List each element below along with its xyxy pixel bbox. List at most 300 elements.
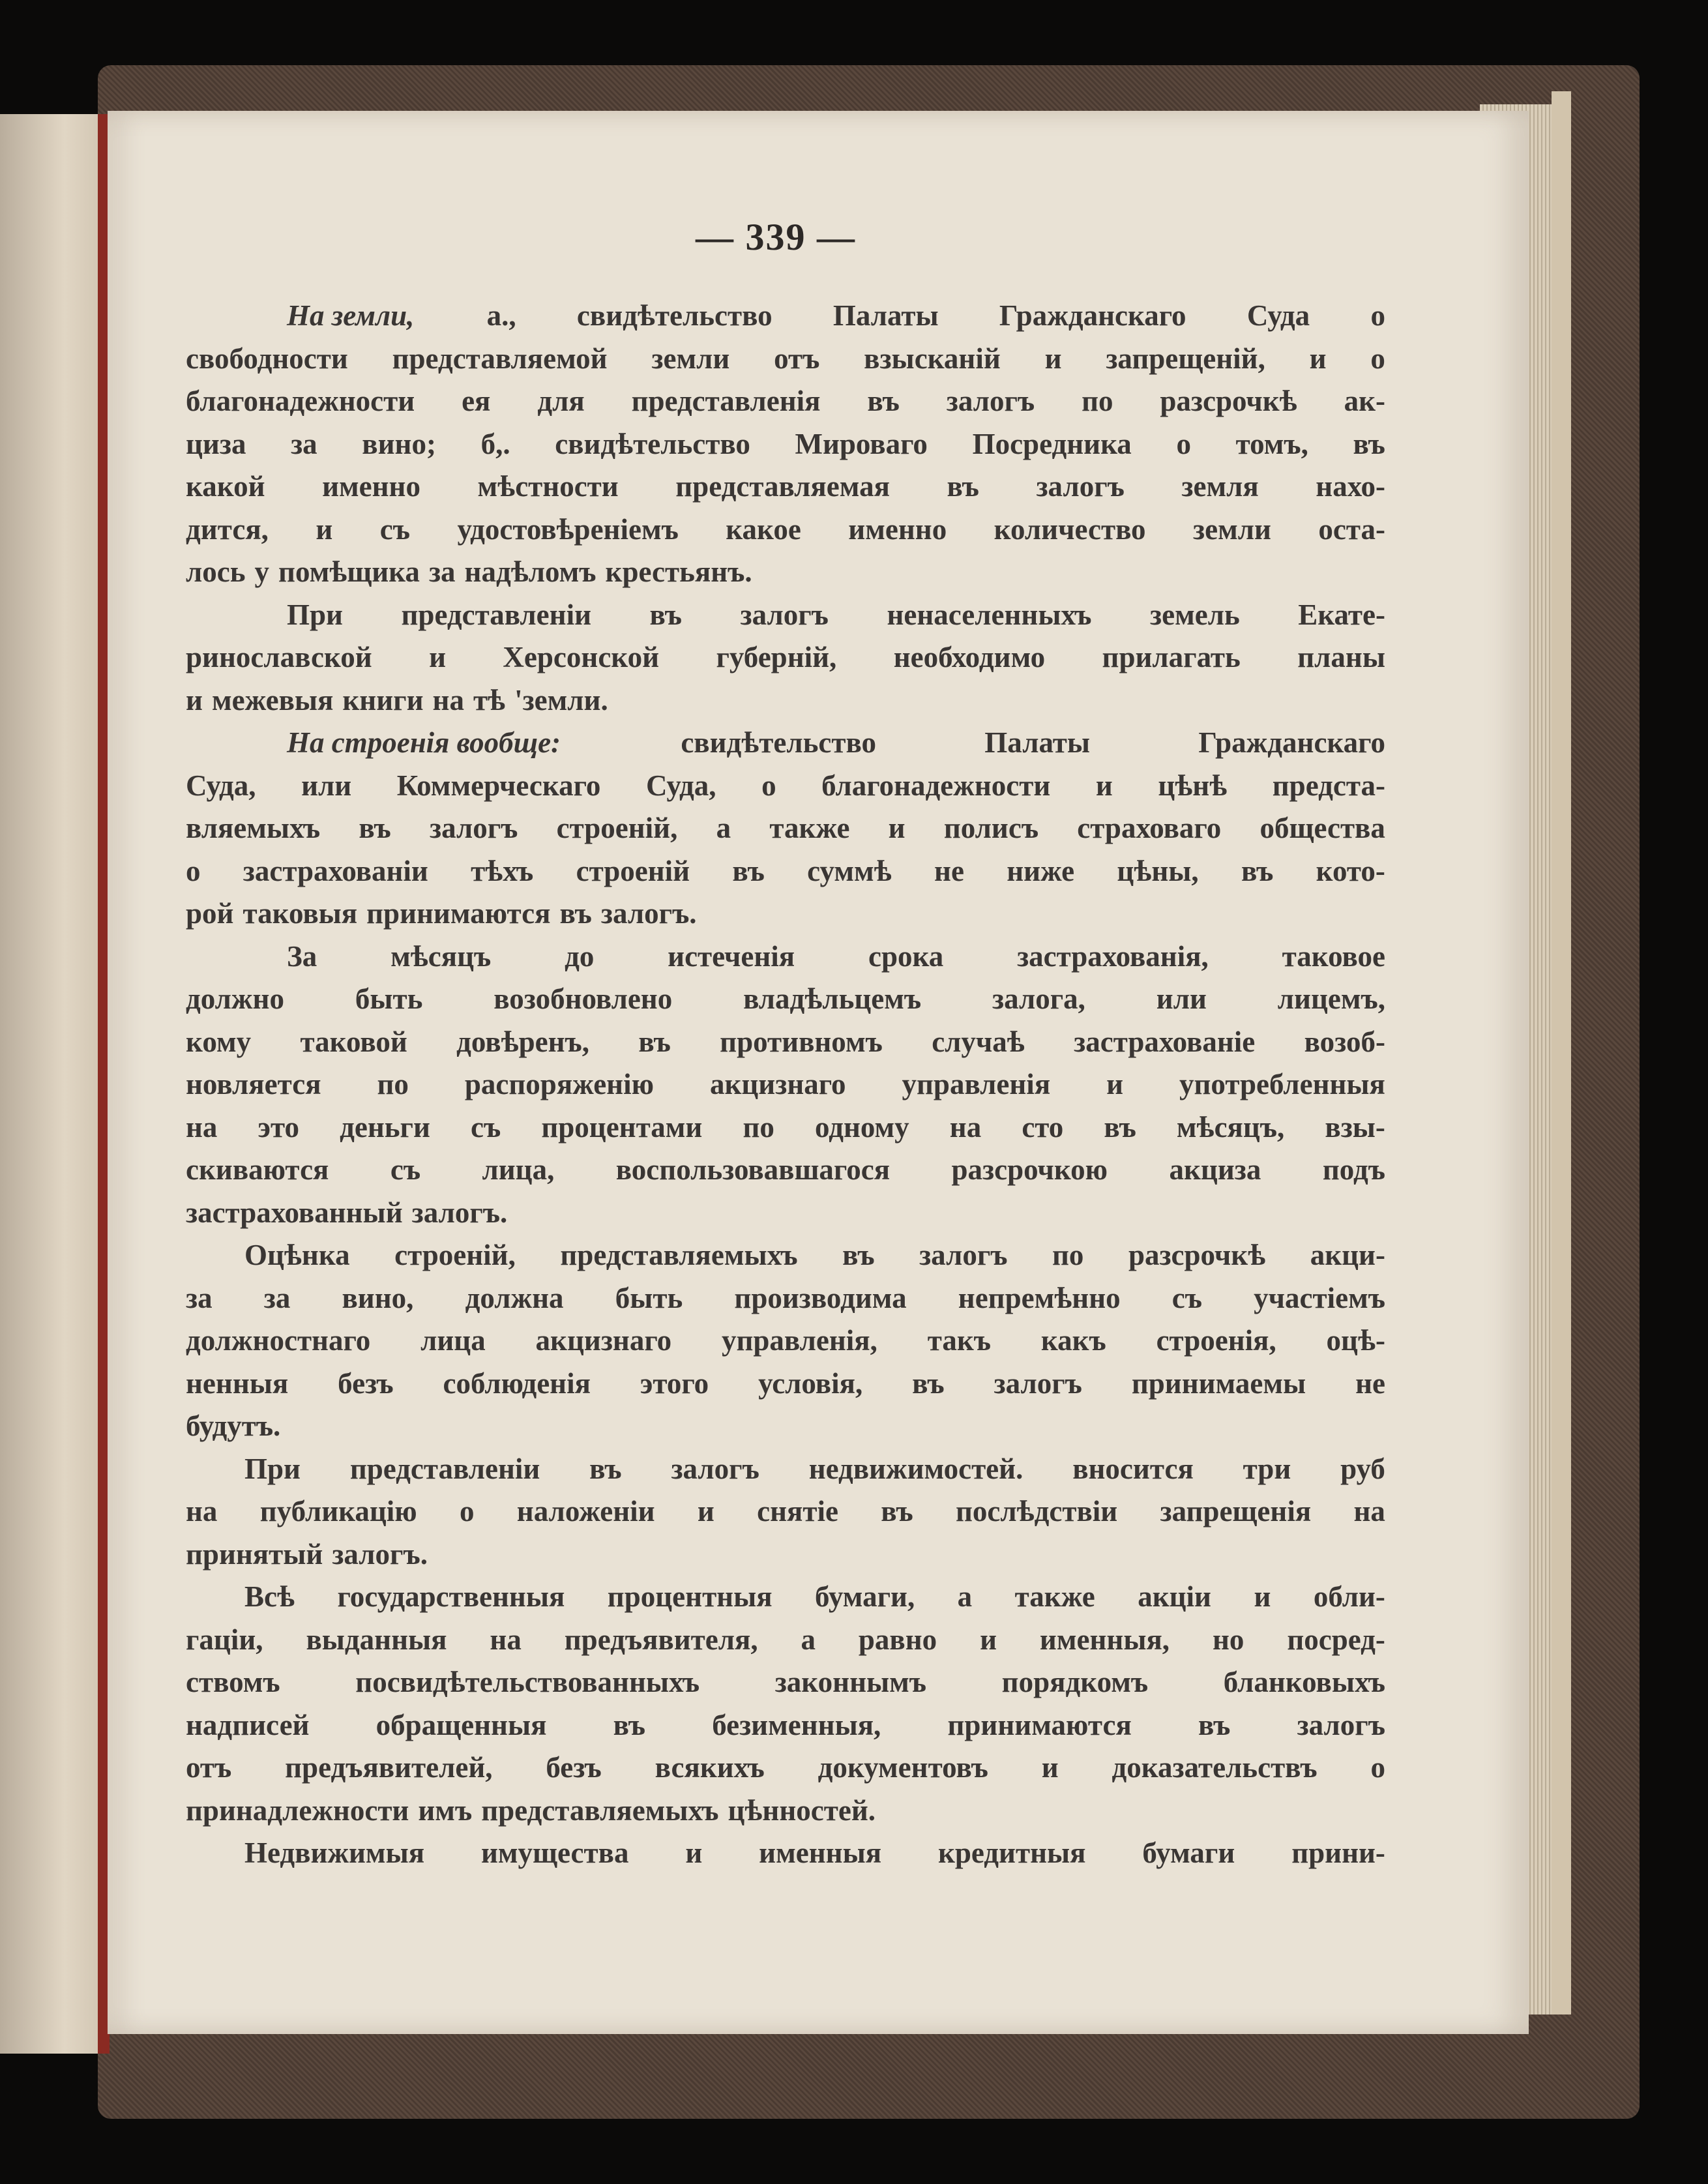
word: Гражданскаго xyxy=(1198,726,1385,759)
word: въ xyxy=(1353,427,1385,460)
word: 'земли. xyxy=(514,683,608,716)
word: разсрочкою xyxy=(951,1153,1108,1186)
word: тѣхъ xyxy=(471,854,534,887)
word: страховаго xyxy=(1077,812,1222,844)
line-text xyxy=(186,893,1385,936)
word: необходимо xyxy=(893,641,1046,673)
word: для xyxy=(537,385,585,417)
word: земли xyxy=(651,342,730,375)
text-line xyxy=(186,594,1385,637)
line-text xyxy=(186,1405,1385,1448)
text-line xyxy=(186,1149,1385,1192)
word: Коммерческаго xyxy=(396,769,601,802)
word: таковое xyxy=(1282,939,1385,973)
word: Херсонской xyxy=(503,641,660,673)
text-line xyxy=(186,636,1385,679)
word: должно xyxy=(186,982,284,1015)
word: полисъ xyxy=(943,812,1039,844)
line-text xyxy=(287,936,1385,979)
word: а xyxy=(957,1580,973,1613)
word: по xyxy=(377,1068,409,1100)
word: ненаселенныхъ xyxy=(887,598,1092,631)
word: Суда, xyxy=(186,769,256,802)
word: снятіе xyxy=(757,1495,838,1527)
word: вино, xyxy=(342,1281,414,1314)
page-number: — 339 — xyxy=(696,216,856,258)
word: гаціи, xyxy=(186,1623,263,1656)
word: Всѣ xyxy=(244,1580,295,1613)
word: представляемой xyxy=(392,342,608,375)
word: въ xyxy=(867,385,900,417)
word: скиваются xyxy=(186,1153,329,1186)
word: Оцѣнка xyxy=(244,1239,350,1271)
word: За xyxy=(287,939,317,973)
paragraph xyxy=(186,1448,1385,1576)
word: залогъ xyxy=(1036,470,1125,503)
word: принимаются xyxy=(947,1708,1132,1741)
word: о xyxy=(1370,342,1385,375)
word: равно xyxy=(858,1623,937,1656)
word: крестьянъ. xyxy=(605,555,752,588)
word: о xyxy=(1370,299,1385,332)
word: акцизнаго xyxy=(535,1324,672,1357)
word: свидѣтельство xyxy=(555,427,750,460)
word: порядкомъ xyxy=(1001,1666,1149,1698)
word: непремѣнно xyxy=(958,1281,1121,1314)
word: наложеніи xyxy=(516,1495,655,1527)
word: таковой xyxy=(300,1025,407,1058)
word: общества xyxy=(1259,812,1385,844)
word: или xyxy=(301,769,352,802)
word: предста- xyxy=(1272,769,1385,802)
word: съ xyxy=(379,512,410,546)
text-line xyxy=(186,1448,1385,1491)
word: При xyxy=(287,598,343,631)
word: представляемая xyxy=(675,470,890,503)
word: возоб- xyxy=(1304,1025,1385,1058)
word: и xyxy=(316,512,333,546)
word: недвижимостей. xyxy=(808,1452,1023,1485)
word: въ xyxy=(1241,854,1274,887)
word: законнымъ xyxy=(774,1666,927,1698)
word: земля xyxy=(1181,470,1259,503)
line-text xyxy=(186,1106,1385,1149)
word: именныя xyxy=(759,1837,882,1869)
word: на xyxy=(1353,1495,1385,1527)
word: представляемыхъ xyxy=(560,1239,798,1271)
word: застрахованія, xyxy=(1017,939,1209,973)
word: въ xyxy=(649,598,682,631)
word: процентами xyxy=(541,1110,703,1144)
word: не xyxy=(934,854,964,887)
line-text xyxy=(186,1790,1385,1833)
word: кото- xyxy=(1316,854,1385,887)
word: владѣльцемъ xyxy=(743,982,922,1015)
line-text xyxy=(186,1490,1385,1533)
word: залогъ xyxy=(429,812,518,844)
word: цѣнѣ xyxy=(1158,769,1228,802)
text-line xyxy=(186,380,1385,423)
text-line xyxy=(186,978,1385,1021)
word: въ xyxy=(881,1495,913,1527)
word: и xyxy=(429,641,447,673)
word: разсрочкѣ xyxy=(1128,1239,1266,1271)
text-line xyxy=(186,423,1385,466)
word: должна xyxy=(465,1281,564,1314)
text-line xyxy=(186,551,1385,594)
word: за xyxy=(263,1281,291,1314)
word: или xyxy=(1156,982,1207,1015)
word: суммѣ xyxy=(807,854,892,887)
word: какъ xyxy=(1040,1324,1106,1357)
word: цѣны, xyxy=(1117,854,1199,887)
word: воспользовавшагося xyxy=(615,1153,891,1186)
word: кому xyxy=(186,1025,252,1058)
word: вино; xyxy=(362,427,436,460)
word: и xyxy=(980,1623,997,1656)
word: именно xyxy=(848,512,947,546)
word: въ xyxy=(912,1366,945,1400)
text-line xyxy=(186,1063,1385,1106)
word: Недвижимыя xyxy=(244,1837,425,1869)
word: а xyxy=(716,812,731,844)
line-text xyxy=(186,1021,1385,1064)
word: бумаги, xyxy=(815,1580,915,1613)
line-text xyxy=(186,338,1385,381)
word: нахо- xyxy=(1316,470,1385,503)
word: и xyxy=(1044,342,1062,375)
line-text xyxy=(186,850,1385,893)
word: принадлежности xyxy=(186,1793,409,1827)
line-text xyxy=(186,551,1385,594)
word: руб xyxy=(1340,1452,1385,1485)
word: о xyxy=(186,854,201,887)
word: противномъ xyxy=(720,1025,883,1058)
word: запрещеній, xyxy=(1106,342,1265,375)
word: этого xyxy=(640,1366,709,1400)
word: въ xyxy=(1104,1110,1136,1144)
paragraph xyxy=(186,1234,1385,1448)
word: надѣломъ xyxy=(464,555,596,588)
word: таковыя xyxy=(243,897,358,930)
word: и xyxy=(1041,1751,1059,1784)
word: залогъ. xyxy=(332,1537,428,1571)
word: ниже xyxy=(1007,854,1075,887)
word: обли- xyxy=(1313,1580,1385,1613)
line-text xyxy=(287,594,1385,637)
word: лось xyxy=(186,555,246,588)
word: строенія, xyxy=(1156,1324,1276,1357)
word: дится, xyxy=(186,512,269,546)
word: участіемъ xyxy=(1254,1281,1385,1314)
line-text xyxy=(244,1832,1385,1875)
word: одному xyxy=(814,1110,909,1144)
word: и xyxy=(1309,342,1327,375)
text-line xyxy=(186,1704,1385,1747)
text-line xyxy=(186,1790,1385,1833)
word: въ xyxy=(559,897,592,930)
line-text xyxy=(186,679,1385,722)
word: и xyxy=(888,812,906,844)
text-line xyxy=(186,893,1385,936)
line-text xyxy=(186,1320,1385,1363)
word: планы xyxy=(1297,641,1385,673)
word: на xyxy=(432,683,464,716)
word: и xyxy=(685,1837,703,1869)
word: быть xyxy=(355,982,423,1015)
word: именно xyxy=(322,470,420,503)
word: Палаты xyxy=(984,726,1091,759)
word: управленія, xyxy=(721,1324,877,1357)
word: въ xyxy=(613,1708,646,1741)
word: разсрочкѣ xyxy=(1160,385,1297,417)
word: строеній xyxy=(576,854,690,887)
word: какой xyxy=(186,470,265,503)
word: условія, xyxy=(758,1366,863,1400)
word: именныя, xyxy=(1039,1623,1170,1656)
word: отъ xyxy=(774,342,820,375)
word: въ xyxy=(947,470,979,503)
word: съ xyxy=(1171,1281,1202,1314)
word: съ xyxy=(390,1153,421,1186)
line-text xyxy=(244,1448,1385,1491)
text-line xyxy=(186,1747,1385,1790)
previous-page-edge xyxy=(0,114,108,2054)
word: о xyxy=(1176,427,1191,460)
word: также xyxy=(769,812,850,844)
text-line xyxy=(186,807,1385,850)
word: застрахованный xyxy=(186,1196,403,1229)
word: Мироваго xyxy=(795,427,928,460)
line-text xyxy=(186,1192,1385,1235)
word: представленіи xyxy=(401,598,592,631)
text-line xyxy=(186,936,1385,979)
text-line xyxy=(186,679,1385,722)
line-text xyxy=(186,509,1385,552)
word: Екате- xyxy=(1298,598,1385,631)
word: тѣ xyxy=(473,683,506,716)
word: ея xyxy=(462,385,491,417)
word: государственныя xyxy=(337,1580,565,1613)
line-text xyxy=(186,636,1385,679)
word: залога, xyxy=(992,982,1085,1015)
line-text xyxy=(186,1149,1385,1192)
word: безименныя, xyxy=(712,1708,881,1741)
page-text xyxy=(186,295,1385,1875)
word: сто xyxy=(1022,1110,1064,1144)
word: цѣнностей. xyxy=(728,1793,876,1827)
word: и xyxy=(1106,1068,1124,1100)
word: въ xyxy=(359,812,391,844)
word: представляемыхъ xyxy=(481,1793,719,1827)
word: Палаты xyxy=(832,299,939,332)
word: посвидѣтельствованныхъ xyxy=(355,1666,700,1698)
text-line xyxy=(186,1576,1385,1619)
word: лица xyxy=(420,1324,486,1357)
text-line xyxy=(186,1021,1385,1064)
text-line xyxy=(186,509,1385,552)
text-line xyxy=(186,1234,1385,1277)
word: въ xyxy=(1198,1708,1231,1741)
word: Суда xyxy=(1246,299,1310,332)
line-text xyxy=(186,1747,1385,1790)
word: и xyxy=(1095,769,1113,802)
word: на xyxy=(186,1110,218,1144)
word: бланковыхъ xyxy=(1223,1666,1385,1698)
text-line xyxy=(186,1533,1385,1576)
word: за xyxy=(186,1281,213,1314)
word: застрахованіи xyxy=(243,854,428,887)
text-line xyxy=(186,1277,1385,1320)
line-text xyxy=(186,1704,1385,1747)
word: бумаги xyxy=(1142,1837,1235,1869)
word: Гражданскаго xyxy=(999,299,1186,332)
text-line xyxy=(186,722,1385,765)
word: возобновлено xyxy=(493,982,673,1015)
word: такъ xyxy=(927,1324,992,1357)
text-line xyxy=(186,338,1385,381)
line-text xyxy=(186,1277,1385,1320)
word: взы- xyxy=(1325,1110,1385,1144)
word: имущества xyxy=(480,1837,629,1869)
word: земель xyxy=(1150,598,1240,631)
word: Суда, xyxy=(645,769,716,802)
word: а xyxy=(801,1623,816,1656)
text-line xyxy=(186,1661,1385,1704)
word: залогъ xyxy=(946,385,1035,417)
word: распоряженію xyxy=(464,1068,655,1100)
word: ненныя xyxy=(186,1366,289,1400)
word: также xyxy=(1014,1580,1095,1613)
word: управленія xyxy=(902,1068,1051,1100)
back-page-edge xyxy=(1552,91,1571,2014)
word: губерній, xyxy=(716,641,837,673)
text-line xyxy=(186,850,1385,893)
word: межевыя xyxy=(211,683,334,716)
word: Посредника xyxy=(972,427,1132,460)
text-line xyxy=(186,1832,1385,1875)
word: въ xyxy=(589,1452,622,1485)
paragraph xyxy=(186,722,1385,936)
word: свидѣтельство xyxy=(681,726,876,759)
word: употребленныя xyxy=(1179,1068,1385,1100)
word: случаѣ xyxy=(932,1025,1025,1058)
word: запрещенія xyxy=(1160,1495,1312,1527)
word: принимаемы xyxy=(1131,1366,1306,1400)
word: отъ xyxy=(186,1751,232,1784)
word: съ xyxy=(471,1110,501,1144)
word: на xyxy=(186,1495,218,1527)
line-text xyxy=(186,1619,1385,1662)
word: помѣщика xyxy=(278,555,420,588)
word: послѣдствіи xyxy=(955,1495,1118,1527)
word: публикацію xyxy=(259,1495,417,1527)
text-line xyxy=(186,1106,1385,1149)
word: кредитныя xyxy=(937,1837,1086,1869)
text-line xyxy=(186,1405,1385,1448)
word: деньги xyxy=(340,1110,430,1144)
word: предъявителей, xyxy=(285,1751,493,1784)
word: соблюденія xyxy=(443,1366,591,1400)
word: довѣренъ, xyxy=(456,1025,590,1058)
word: вносится xyxy=(1072,1452,1194,1485)
line-text xyxy=(186,807,1385,850)
word: принятый xyxy=(186,1537,323,1571)
word: истеченія xyxy=(668,939,795,973)
word: по xyxy=(1082,385,1113,417)
word: взысканій xyxy=(864,342,1001,375)
word: и xyxy=(697,1495,714,1527)
line-text xyxy=(244,1234,1385,1277)
word: процентныя xyxy=(607,1580,773,1613)
word: залогъ xyxy=(671,1452,759,1485)
line-text xyxy=(244,1576,1385,1619)
word: акци- xyxy=(1310,1239,1385,1271)
word: о xyxy=(1370,1751,1385,1784)
word: обращенныя xyxy=(375,1708,547,1741)
word: въ xyxy=(842,1239,875,1271)
word: оста- xyxy=(1318,512,1385,546)
word: акциза xyxy=(1169,1153,1261,1186)
word: благонадежности xyxy=(821,769,1051,802)
word: залогъ xyxy=(994,1366,1082,1400)
text-line xyxy=(186,1490,1385,1533)
word: томъ, xyxy=(1235,427,1308,460)
word: выданныя xyxy=(306,1623,447,1656)
word: производима xyxy=(734,1281,907,1314)
word: свидѣтельство xyxy=(576,299,773,332)
paragraph xyxy=(186,594,1385,722)
word: доказательствъ xyxy=(1112,1751,1318,1784)
word: посред- xyxy=(1287,1623,1385,1656)
word: книги xyxy=(342,683,424,716)
word: залогъ. xyxy=(600,897,697,930)
word: При xyxy=(244,1452,301,1485)
word: оцѣ- xyxy=(1326,1324,1385,1357)
line-text xyxy=(186,978,1385,1021)
word: должностнаго xyxy=(186,1324,371,1357)
word: циза xyxy=(186,427,246,460)
word: какое xyxy=(726,512,801,546)
line-text xyxy=(186,380,1385,423)
word: до xyxy=(565,939,595,973)
word: лицемъ, xyxy=(1277,982,1385,1015)
word: и xyxy=(186,683,203,716)
word: представленіи xyxy=(349,1452,540,1485)
word: строеній, xyxy=(556,812,678,844)
line-text xyxy=(287,722,1385,765)
italic-heading: На земли, xyxy=(287,299,415,332)
word: за xyxy=(291,427,317,460)
line-text xyxy=(287,295,1385,338)
word: прини- xyxy=(1291,1837,1385,1869)
line-text xyxy=(186,1063,1385,1106)
word: но xyxy=(1212,1623,1244,1656)
word: у xyxy=(254,555,270,588)
text-line xyxy=(186,465,1385,509)
word: на xyxy=(949,1110,982,1144)
line-text xyxy=(186,465,1385,509)
word: имъ xyxy=(418,1793,473,1827)
word: принимаются xyxy=(366,897,551,930)
word: представленія xyxy=(631,385,821,417)
word: акціи xyxy=(1138,1580,1211,1613)
line-text xyxy=(186,1363,1385,1406)
word: подъ xyxy=(1322,1153,1385,1186)
word: мѣсяцъ xyxy=(390,939,492,973)
word: количество xyxy=(994,512,1146,546)
text-line xyxy=(186,1192,1385,1235)
